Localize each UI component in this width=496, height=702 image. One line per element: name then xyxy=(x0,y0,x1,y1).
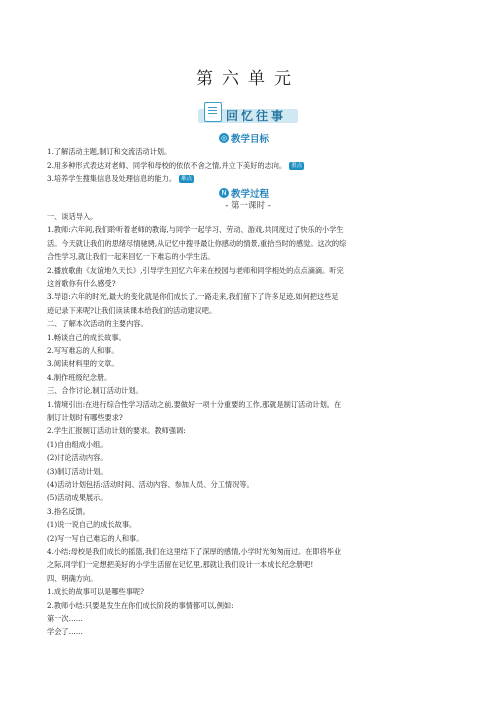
body-line: 2.教师小结:只要是发生在你们成长阶段的事情都可以,例如: xyxy=(47,600,234,610)
goal-item: 2.用多种形式表达对老师、同学和母校的依依不舍之情,并立下美好的志向。 重点 xyxy=(47,161,303,170)
body-line: 合性学习,就让我们一起来回忆一下难忘的小学生活。 xyxy=(47,252,215,262)
body-line: 三、合作讨论,制订活动计划。 xyxy=(47,386,143,396)
body-line: 活。今天就让我们的思绪尽情驰骋,从记忆中搜寻最让你感动的情景,重拾当时的感觉。这次的综 xyxy=(47,238,347,248)
process-heading xyxy=(219,186,269,199)
body-line: 学会了…… xyxy=(47,627,83,637)
body-line: 迹记录下来呢?让我们读读课本给我们的活动建议吧。 xyxy=(47,305,217,315)
banner xyxy=(198,100,298,128)
body-line: 1.成长的故事可以是哪些事呢? xyxy=(47,587,144,597)
banner-label: 回忆往事 xyxy=(226,109,287,123)
key-point-badge: 重点 xyxy=(291,163,303,169)
body-line: (5)活动成果展示。 xyxy=(47,493,108,503)
body-line: 一、谈话导入。 xyxy=(47,212,98,221)
body-line: 二、了解本次活动的主要内容。 xyxy=(47,319,148,329)
body-line: 4.制作班级纪念册。 xyxy=(47,372,112,382)
body-line: 1.教师:六年间,我们聆听着老师的教诲,与同学一起学习、劳动、游戏,共同度过了快乐的小学生 xyxy=(47,225,344,235)
notepad-icon xyxy=(204,102,222,122)
goal-item: 3.培养学生搜集信息及处理信息的能力。 难点 xyxy=(47,174,193,183)
body-line: 3.指名反馈。 xyxy=(47,506,90,516)
body-line: 4.小结:母校是我们成长的摇篮,我们在这里结下了深厚的感情,小学时光匆匆而过。在即将毕业 xyxy=(47,547,342,556)
body-line: 2.学生汇报制订活动计划的要求。教师强调: xyxy=(47,426,186,436)
body-line: 之际,同学们一定想把美好的小学生活留在记忆里,那就让我们设计一本成长纪念册吧! xyxy=(47,560,314,570)
body-line: 1.情境引出:在进行综合性学习活动之前,要做好一项十分重要的工作,那就是制订活动计划。在 xyxy=(47,399,342,409)
body-line: 四、明确方向。 xyxy=(47,573,98,583)
process-heading-label: 教学过程 xyxy=(231,188,270,200)
body-line: (1)说一说自己的成长故事。 xyxy=(47,520,137,530)
body-line: (4)活动计划包括:活动时间、活动内容、参加人员、分工情况等。 xyxy=(47,480,254,489)
goals-heading xyxy=(219,131,269,144)
body-line: 这首歌你有什么感受? xyxy=(47,279,116,288)
body-line: (2)写一写自己难忘的人和事。 xyxy=(47,533,144,543)
process-icon: N xyxy=(219,188,229,198)
unit-title: 第六单元 xyxy=(196,69,300,89)
body-line: (1)自由组成小组。 xyxy=(47,439,108,449)
body-line: (2)讨论活动内容。 xyxy=(47,453,108,463)
difficulty-badge: 难点 xyxy=(181,176,193,182)
body-line: 第一次…… xyxy=(47,614,83,623)
body-line: 3.导语:六年的时光,最大的变化就是你们成长了,一路走来,我们留下了许多足迹,如何把这些足 xyxy=(47,292,339,302)
goals-heading-label: 教学目标 xyxy=(231,133,270,145)
body-line: 2.播放歌曲《友谊地久天长》,引导学生回忆六年来在校园与老师和同学相处的点点滴滴。听完 xyxy=(47,265,344,275)
body-line: 1.畅谈自己的成长故事。 xyxy=(47,332,126,342)
lesson-label: - 第一课时 - xyxy=(225,201,271,211)
goal-item: 1.了解活动主题,制订和交流活动计划。 xyxy=(47,147,172,156)
target-icon: ◎ xyxy=(220,133,228,142)
body-line: 3.阅读材料里的文章。 xyxy=(47,359,119,369)
body-line: 制订计划时有哪些要求? xyxy=(47,413,123,422)
body-line: (3)制订活动计划。 xyxy=(47,466,108,476)
body-line: 2.写写难忘的人和事。 xyxy=(47,346,119,355)
